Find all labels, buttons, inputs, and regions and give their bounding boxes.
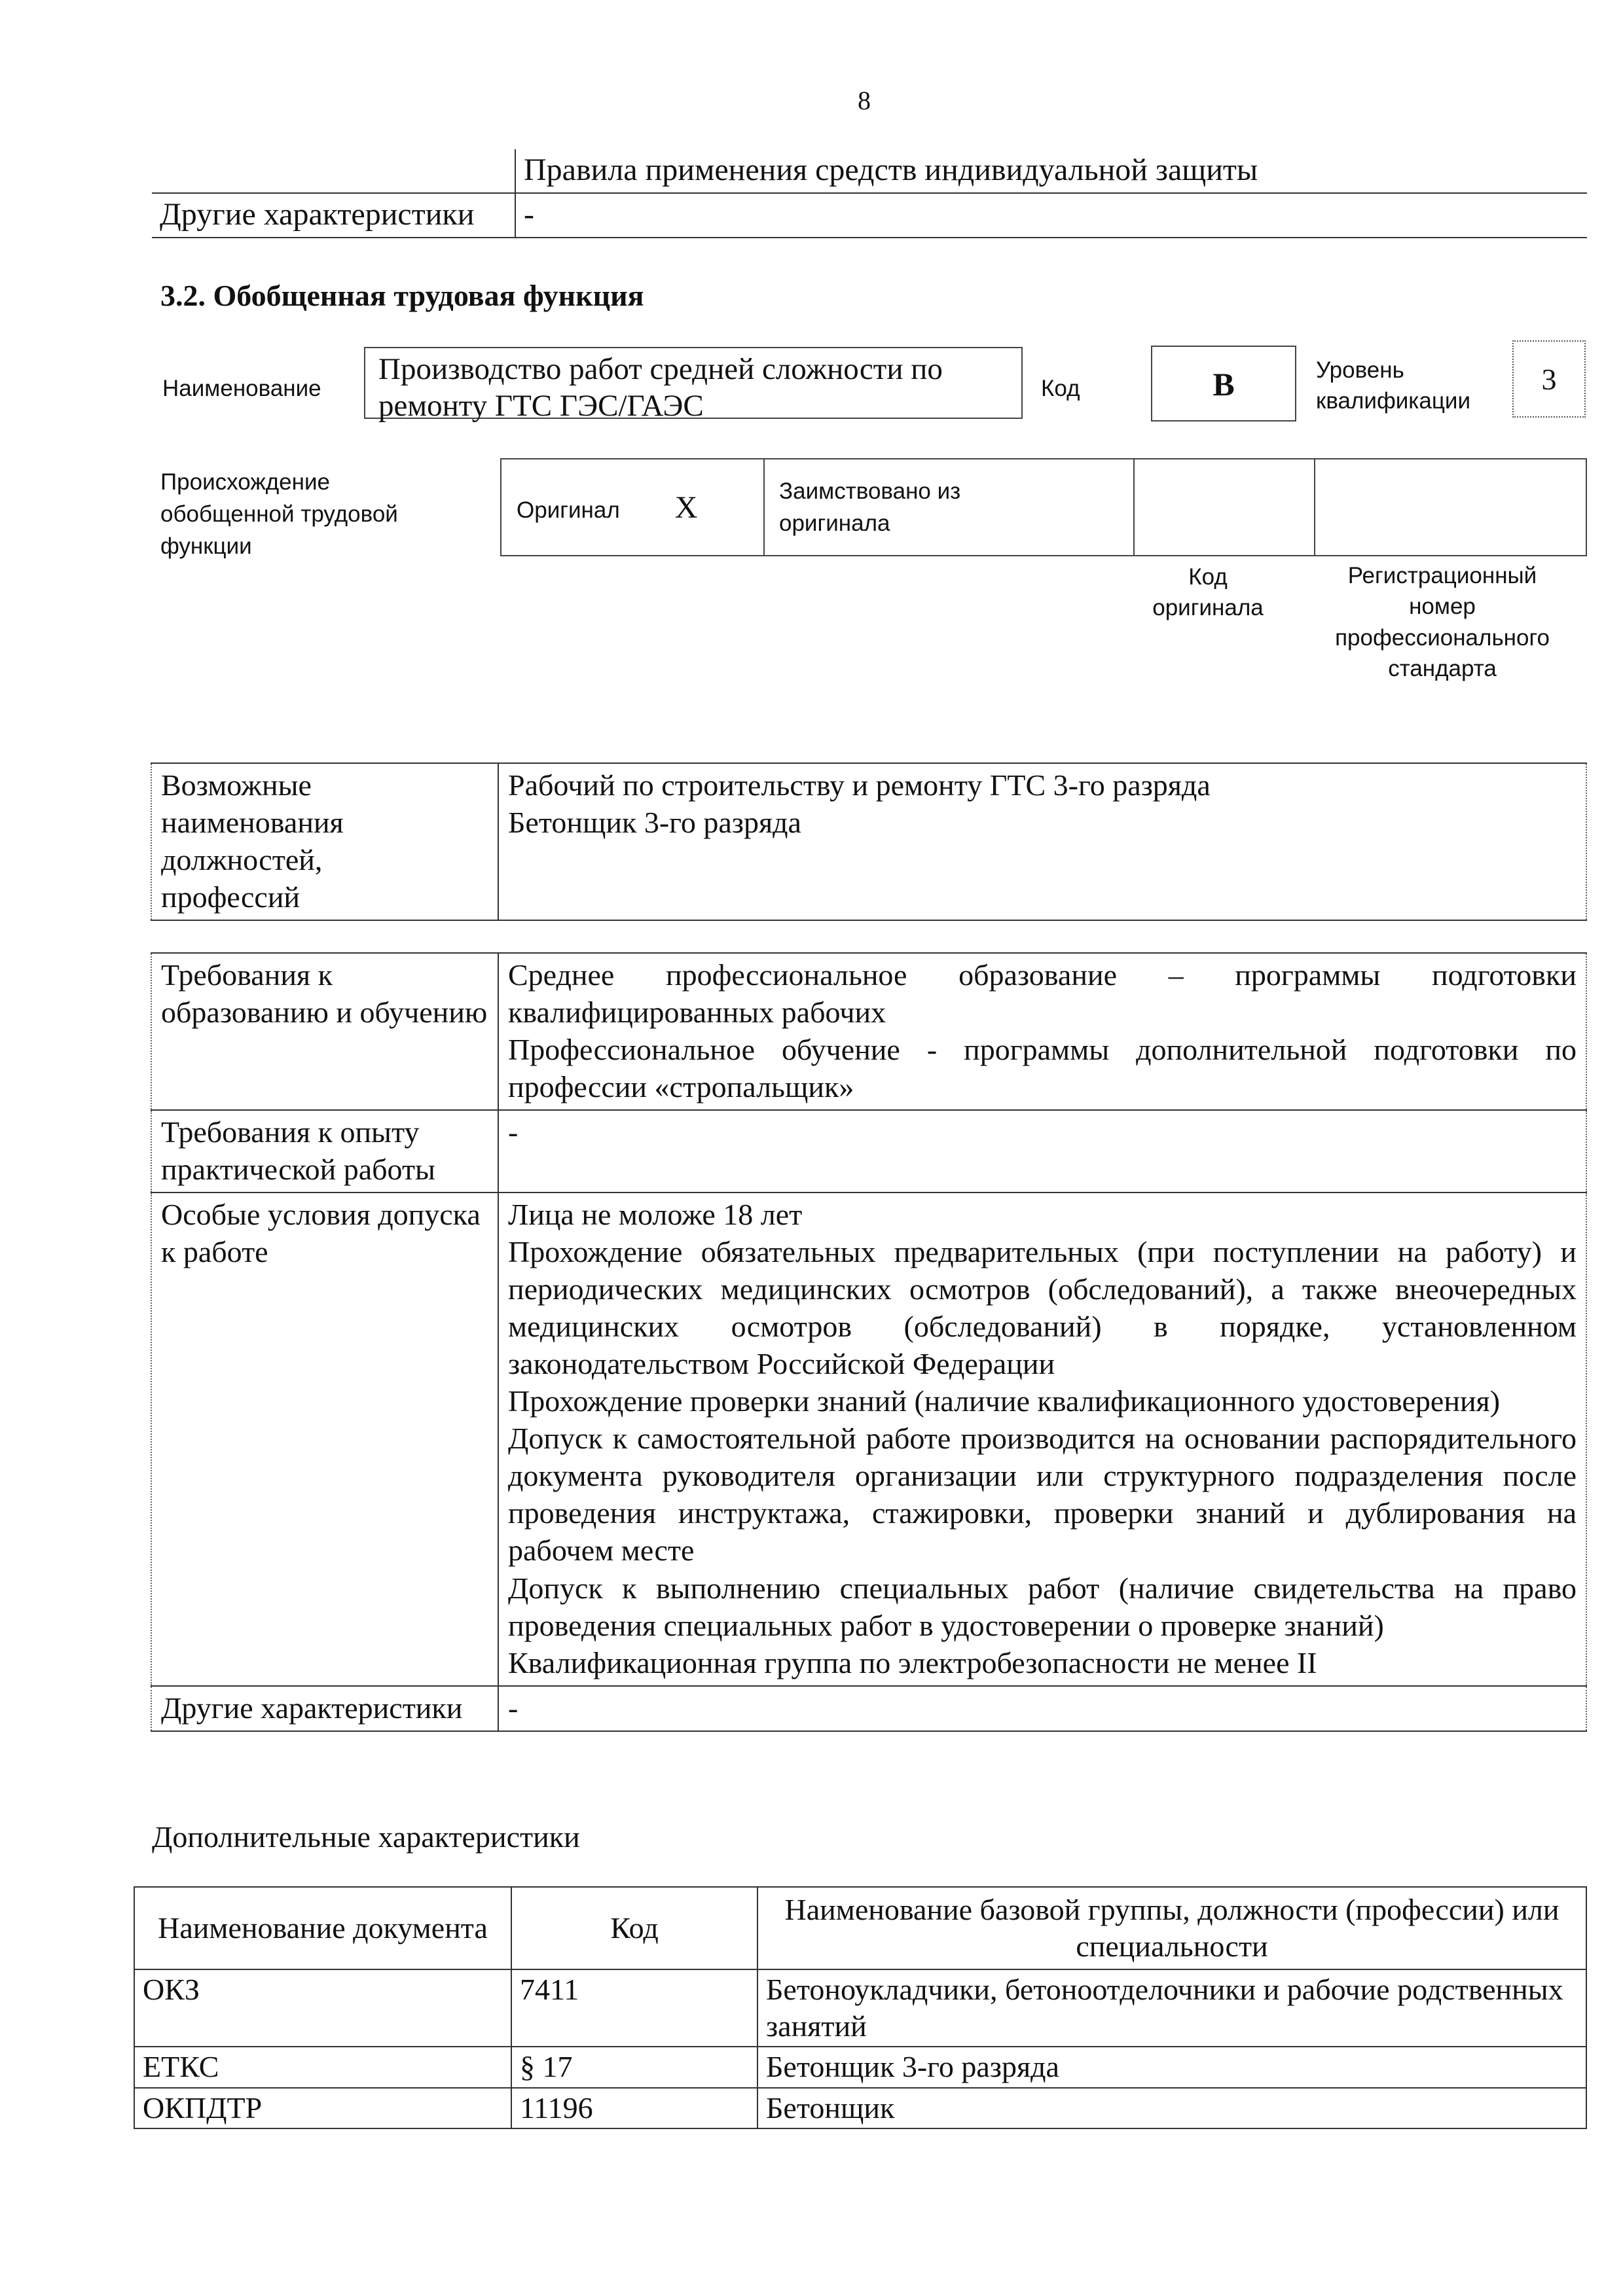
- education-paragraph-2: Профессиональное обучение - программы дополнительной подготовки по профессии «стропальщик»: [508, 1033, 1577, 1104]
- education-value: [498, 953, 1586, 1110]
- row-name: Бетонщик 3-го разряда: [757, 2047, 1586, 2087]
- origin-label-line1: Происхождение: [160, 469, 330, 495]
- top-continuation-table: [152, 149, 1587, 238]
- top-table-empty-cell: [152, 149, 515, 193]
- code-label: Код: [1041, 376, 1080, 401]
- education-paragraph-1: Среднее профессиональное образование – программы подготовки квалифицированных рабочих: [508, 958, 1577, 1030]
- original-cell: [501, 459, 764, 556]
- registration-number-cell: [1315, 459, 1586, 556]
- registration-number-caption: [1298, 560, 1587, 684]
- requirements-table: [151, 952, 1587, 1732]
- reg-caption-line1: Регистрационный: [1347, 563, 1537, 588]
- borrowed-line1: Заимствовано из: [779, 478, 961, 504]
- origin-table: [500, 458, 1587, 556]
- borrowed-line2: оригинала: [779, 511, 890, 536]
- table-row: [134, 1969, 1586, 2047]
- row-doc: ОКЗ: [134, 1969, 511, 2047]
- col-header-group-name: Наименование базовой группы, должности (профессии) или специальности: [757, 1887, 1586, 1969]
- position-item-1: Рабочий по строительству и ремонту ГТС 3-го разряда: [508, 768, 1211, 802]
- original-mark: X: [674, 490, 698, 525]
- section-title: 3.2. Обобщенная трудовая функция: [160, 279, 644, 312]
- positions-label: [151, 763, 498, 920]
- code-caption-line2: оригинала: [1152, 595, 1264, 621]
- additional-characteristics-table: [134, 1886, 1587, 2129]
- top-table-ppe-rules: Правила применения средств индивидуальной защиты: [515, 149, 1587, 193]
- row-name: Бетоноукладчики, бетоноотделочники и рабочие родственных занятий: [757, 1969, 1586, 2047]
- positions-label-line2: наименования: [161, 806, 344, 840]
- origin-label-line2: обобщенной трудовой: [160, 501, 398, 527]
- other-characteristics-label: Другие характеристики: [151, 1686, 498, 1731]
- row-doc: ОКПДТР: [134, 2088, 511, 2128]
- name-label: Наименование: [162, 376, 321, 401]
- col-header-document: Наименование документа: [134, 1887, 511, 1969]
- origin-label-line3: функции: [160, 533, 252, 559]
- borrowed-cell: [764, 459, 1134, 556]
- level-label-line1: Уровень: [1316, 357, 1404, 383]
- original-code-caption: [1120, 562, 1296, 624]
- table-row: [134, 2047, 1586, 2087]
- original-code-cell: [1134, 459, 1315, 556]
- other-characteristics-value: -: [498, 1686, 1586, 1731]
- code-value: B: [1151, 346, 1296, 422]
- col-header-code: Код: [511, 1887, 757, 1969]
- admission-paragraph-4: Допуск к самостоятельной работе производится на основании распорядительного документа руководителя организации или структурного подразделения после проведения инструктажа, стажировки, проверки знаний и дублирования на рабочем месте: [508, 1422, 1577, 1568]
- positions-table: [151, 762, 1587, 921]
- row-code: 11196: [511, 2088, 757, 2128]
- positions-label-line3: должностей,: [161, 843, 323, 877]
- additional-characteristics-title: Дополнительные характеристики: [152, 1820, 580, 1854]
- qualification-level-label: [1316, 355, 1470, 417]
- reg-caption-line3: профессионального: [1335, 624, 1550, 651]
- admission-paragraph-3: Прохождение проверки знаний (наличие квалификационного удостоверения): [508, 1384, 1501, 1418]
- experience-label: Требования к опыту практической работы: [151, 1110, 498, 1193]
- table-row: [134, 2088, 1586, 2128]
- function-name-value: Производство работ средней сложности по ремонту ГТС ГЭС/ГАЭС: [364, 347, 1023, 419]
- top-table-other-value: -: [515, 193, 1587, 238]
- top-table-other-label: Другие характеристики: [152, 193, 515, 238]
- position-item-2: Бетонщик 3-го разряда: [508, 806, 801, 840]
- admission-paragraph-1: Лица не моложе 18 лет: [508, 1198, 803, 1232]
- qualification-level-value: 3: [1512, 340, 1586, 418]
- code-caption-line1: Код: [1188, 564, 1228, 590]
- page-number: 8: [858, 86, 871, 115]
- admission-label: Особые условия допуска к работе: [151, 1193, 498, 1685]
- origin-label: [160, 466, 398, 562]
- admission-value: [498, 1193, 1586, 1685]
- row-code: § 17: [511, 2047, 757, 2087]
- row-code: 7411: [511, 1969, 757, 2047]
- positions-label-line1: Возможные: [161, 768, 312, 802]
- row-doc: ЕТКС: [134, 2047, 511, 2087]
- positions-value: [498, 763, 1586, 920]
- education-label: Требования к образованию и обучению: [151, 953, 498, 1110]
- positions-label-line4: профессий: [161, 880, 301, 914]
- level-label-line2: квалификации: [1316, 388, 1470, 414]
- admission-paragraph-6: Квалификационная группа по электробезопасности не менее II: [508, 1645, 1317, 1679]
- admission-paragraph-2: Прохождение обязательных предварительных (при поступлении на работу) и периодических медицинских осмотров (обследований), а также внеочередных медицинских осмотров (обследований) в порядке, установленном законодательством Российской Федерации: [508, 1235, 1577, 1381]
- admission-paragraph-5: Допуск к выполнению специальных работ (наличие свидетельства на право проведения специальных работ в удостоверении о проверке знаний): [508, 1571, 1577, 1642]
- row-name: Бетонщик: [757, 2088, 1586, 2128]
- experience-value: -: [498, 1110, 1586, 1193]
- original-label: Оригинал: [517, 497, 620, 523]
- reg-caption-line2: номер: [1409, 594, 1476, 620]
- reg-caption-line4: стандарта: [1388, 655, 1497, 681]
